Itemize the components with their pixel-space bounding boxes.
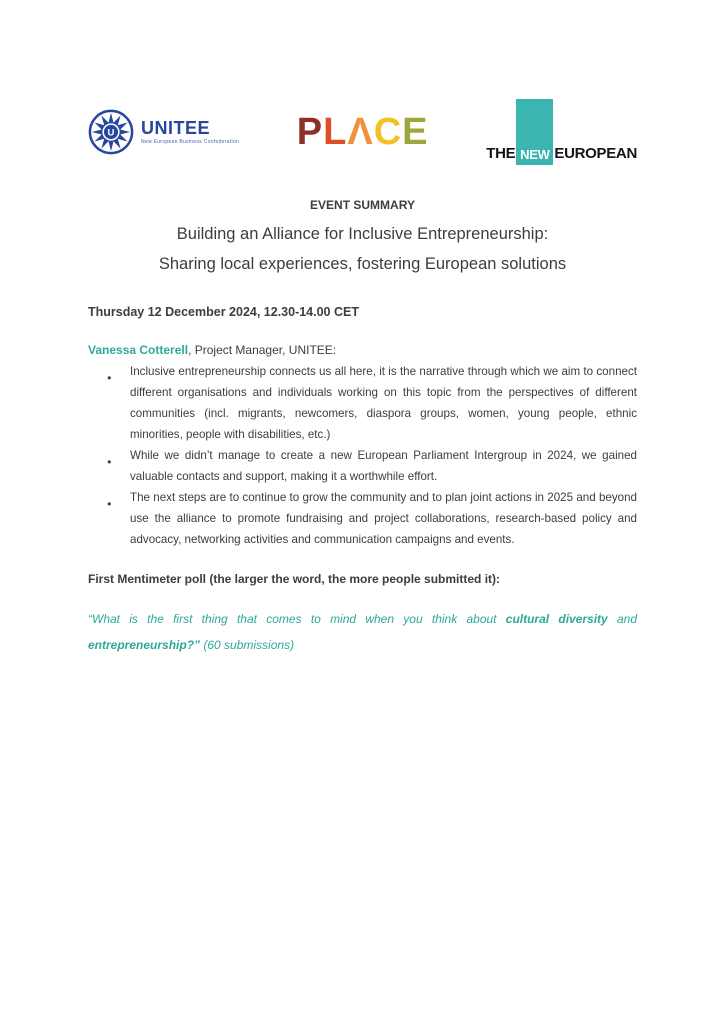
summary-bullet-list — [88, 361, 637, 550]
event-summary-label: EVENT SUMMARY — [310, 198, 415, 212]
poll-question-mid: and — [607, 612, 637, 626]
summary-bullet: ● The next steps are to continue to grow the community and to plan joint actions in 2025 and beyond use the alliance to promote fundraising and project collaborations, research-based policy and advocacy, networking activities and communication campaigns and events. — [130, 487, 637, 550]
new-european-the: THE — [486, 145, 516, 162]
event-datetime: Thursday 12 December 2024, 12.30-14.00 CET — [88, 305, 359, 319]
poll-submissions: (60 submissions) — [200, 638, 295, 652]
logo-row — [88, 94, 637, 170]
poll-question-bold-term: entrepreneurship?” — [88, 638, 201, 652]
summary-bullet: ● Inclusive entrepreneurship connects us all here, it is the narrative through which we aim to connect different organisations and individuals working on this topic from the perspectives of different communities (incl. migrants, newcomers, diaspora groups, women, young people, ethnic minorities, people with disabilities, etc.) — [130, 361, 637, 445]
new-european-new: NEW — [520, 147, 550, 162]
unitee-wordmark — [141, 119, 239, 145]
unitee-tagline: New European Business Confederation — [141, 139, 240, 145]
poll-question — [88, 606, 637, 658]
speaker-name: Vanessa Cotterell — [88, 343, 189, 357]
poll-heading: First Mentimeter poll (the larger the word, the more people submitted it): — [88, 572, 501, 586]
place-letter: L — [323, 111, 348, 153]
poll-question-bold-term: cultural diversity — [505, 612, 608, 626]
svg-text:U: U — [107, 127, 115, 139]
place-letter: Λ — [347, 111, 374, 153]
new-european-logo — [486, 99, 637, 165]
event-title-line-1: Building an Alliance for Inclusive Entrepreneurship: — [176, 225, 549, 243]
place-letter: C — [373, 111, 403, 153]
place-letter: P — [296, 111, 324, 153]
speaker-role: , Project Manager, UNITEE: — [188, 343, 337, 357]
document-body — [88, 198, 637, 658]
speaker-line — [88, 343, 637, 357]
event-title-line-2: Sharing local experiences, fostering European solutions — [158, 255, 567, 273]
summary-bullet: ● While we didn’t manage to create a new European Parliament Intergroup in 2024, we gained valuable contacts and support, making it a worthwhile effort. — [130, 445, 637, 487]
unitee-logo — [88, 109, 239, 155]
new-european-teal-block — [516, 99, 553, 165]
poll-question-lead: “What is the first thing that comes to mind when you think about — [88, 612, 506, 626]
place-logo — [297, 113, 429, 151]
new-european-european: EUROPEAN — [554, 145, 637, 162]
unitee-name: UNITEE — [141, 118, 211, 138]
event-title — [88, 219, 637, 279]
unitee-emblem-icon — [88, 109, 134, 155]
place-letter: E — [402, 111, 429, 153]
